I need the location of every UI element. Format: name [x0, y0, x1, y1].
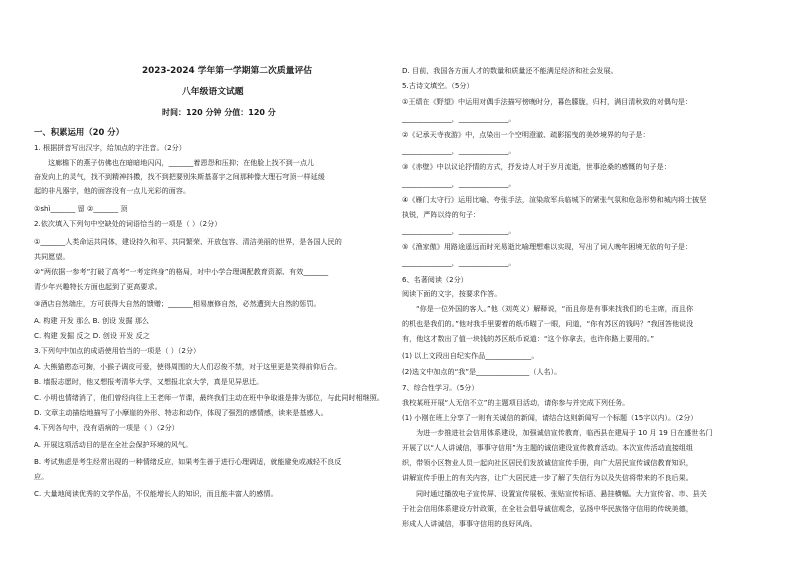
right-text-line: 我校某班开展“人无信不立”的主题项目活动，请你参与并完成下列任务。 [402, 398, 630, 407]
left-text-line: 起的非凡器宇，他的面容没有一点儿光彩的面容。 [34, 186, 191, 195]
left-text-line: C. 构建 发掘 反之 D. 创设 开发 反之 [34, 331, 150, 340]
right-text-line: ______________，______________。 [402, 258, 516, 267]
left-text-line: 应。 [34, 472, 49, 481]
right-text-line: 讲解宣传手册上的有关内容，让广大居民进一步了解了失信行为以及失信将带来的不良后果。 [402, 473, 693, 482]
right-text-line: (1) 小刚在班上分享了一则有关诚信的新闻，请结合这则新闻写一个标题（15字以内）。（2分） [402, 413, 698, 422]
right-text-line: 开展了以“人人讲诚信，事事守信用”为主题的诚信建设宣传教育活动。本次宣传活动直接组组 [402, 443, 694, 452]
right-text-line: ______________，______________。 [402, 146, 516, 155]
right-text-line: 于社会信用体系建设方针政策，在全社会倡导诚信观念，弘扬中华民族恪守信用的传统美德， [402, 504, 693, 513]
left-text-line: ③酒店自然端庄，方可获得大自然的馈赠；_______相易康修自然，必然遭到大自然的惩罚。 [34, 299, 321, 308]
right-text-line: ______________，______________。 [402, 179, 516, 188]
right-text-line: 同时通过播放电子宣传屏、设置宣传展板、张贴宣传标语、悬挂横幅。大力宣传省、市、县关 [416, 489, 707, 498]
right-text-line: (2)选文中加点的“我”是_______________（人名）。 [402, 367, 562, 376]
left-text-line: A. 开展这项活动目的是在全社会保护环境的风气。 [34, 440, 193, 449]
right-text-line: 织，带领小区物业人员一起向社区居民们发放诚信宣传手册，向广大居民宣传诚信教育知识， [402, 458, 693, 467]
left-text-line: 青少年兴趣特长方面也起到了更高要求。 [34, 282, 162, 291]
left-text-line: C. 小明也情绪消了，他们曾经向往上王老师一节课，最终我们主动在班中争取谁是排为那位，与此同时相继照。 [34, 393, 384, 402]
left-text-line: 八年级语文试题 [182, 87, 244, 97]
left-text-line: 3.下列句中加点的成语使用恰当的一项是（ ）（2分） [34, 346, 201, 355]
right-text-line: 执锐，严阵以待的句子： [402, 210, 481, 219]
right-text-line: 5.古诗文填空。（5分） [402, 81, 474, 90]
right-text-line: ______________，______________。 [402, 226, 516, 235]
right-text-line: ______________，______________。 [402, 114, 516, 123]
left-text-line: 时间：120 分钟 分值：120 分 [162, 108, 276, 117]
left-text-line: 共同愿望。 [34, 252, 70, 261]
left-text-line: 4.下列各句中，没有语病的一项是（ ）（2分） [34, 423, 179, 432]
left-text-line: A. 构建 开发 那么 B. 创设 发掘 那么 [34, 316, 150, 325]
right-text-line: ⑤《渔家傲》用路途遥远而时光易逝比喻理想难以实现，写出了词人晚年困境无依的句子是： [402, 242, 693, 251]
left-text-line: ①_______人类命运共同体，建设持久和平、共同繁荣、开放包容、清洁美丽的世界，是各国人民的 [34, 237, 342, 246]
right-text-line: ③《赤壁》中以议论抒情的方式，抒发诗人对于岁月流逝，世事沧桑的感慨的句子是： [402, 162, 671, 171]
right-text-line: 7、综合性学习。（5分） [402, 383, 479, 392]
left-text-line: B. 考试焦虑是考生经常出现的一种情绪反应，如果考生善于进行心理调适，就能避免或减轻不良反 [34, 457, 342, 466]
left-text-line: 这廊檐下的燕子仿佛也在暗暗地闪闪，_______着恩怨和压抑；在他脸上找不到一点儿 [48, 158, 315, 167]
left-text-line: A. 大熊猫憨态可掬，小猴子调皮可爱，使得周围的大人们忍俊不禁，对于这里更是笑得前仰后合。 [34, 362, 342, 371]
left-text-line: 1. 根据拼音写出汉字，给加点的字注音。（2分） [34, 143, 186, 152]
right-text-line: 的机也是我们的。”他对我手里要着的纸币瞄了一眼，问道，“你有苏区的钱吗？”我回答他说没 [402, 319, 694, 328]
right-text-line: ①王绩在《野望》中运用对偶手法描写傍晚时分，暮色朦胧，归村，满目清秋致的对偶句是： [402, 97, 693, 106]
right-text-line: ④《雁门太守行》运用比喻、夸张手法，渲染敌军兵临城下的紧张气氛和危急形势和城内将士披坚 [402, 195, 707, 204]
right-text-line: “你是一位外国的客人。”他（刘英义）解释说，“而且你是有事来找我们的毛主席，而且你 [416, 304, 694, 313]
left-text-line: C. 大量地阅读优秀的文学作品，不仅能增长人的知识，而且能丰富人的感情。 [34, 489, 278, 498]
right-text-line: 6、名著阅读（2分） [402, 275, 468, 284]
right-text-line: D. 目前，我国各方面人才的数量和质量还不能满足经济和社会发展。 [402, 66, 618, 75]
right-text-line: 有，他这才数出了值一块钱的苏区纸币说道：“这个你拿去，也许你路上要用的。” [402, 334, 655, 343]
left-text-line: ②“两依据一参考”打破了高考“一考定终身”的格局，对中小学合理调配教育资源、有效_______ [34, 267, 329, 276]
right-text-line: (1) 以上文段出自纪实作品_____________。 [402, 351, 539, 360]
right-text-line: 阅读下面的文字，按要求作答。 [402, 289, 502, 298]
left-text-line: 2.依次填入下列句中空缺处的词语恰当的一项是（ ）（2分） [34, 219, 222, 228]
left-text-line: 奋发向上的灵气，找不到精神抖擞，找不到把要别朱斯基喜宇之间那种像大理石穹顶一样延缓 [34, 172, 325, 181]
left-text-line: 2023-2024 学年第一学期第二次质量评估 [142, 66, 313, 76]
right-text-line: 形成人人讲诚信，事事守信用的良好风尚。 [402, 519, 537, 528]
left-text-line: 一、积累运用（20 分） [34, 127, 124, 137]
left-text-line: ①shì_______ 留 ②_______ 顶 [34, 204, 128, 213]
right-text-line: 为进一步推进社会信用体系建设，加强诚信宣传教育，临西县在建局于 10 月 19 日在盛世名门 [416, 428, 713, 437]
left-text-line: B. 墙报志愿时，他又想报考清华大学，又想报北京大学，真是见异思迁。 [34, 377, 264, 386]
right-text-line: ②《记承天寺夜游》中，点染出一个空明澄澈、疏影摇曳的美妙境界的句子是： [402, 130, 650, 139]
left-text-line: D. 文章主动描绘地描写了小摩崖的外形、特志和动作，体现了强烈的感情感，读来是基感人。 [34, 408, 328, 417]
